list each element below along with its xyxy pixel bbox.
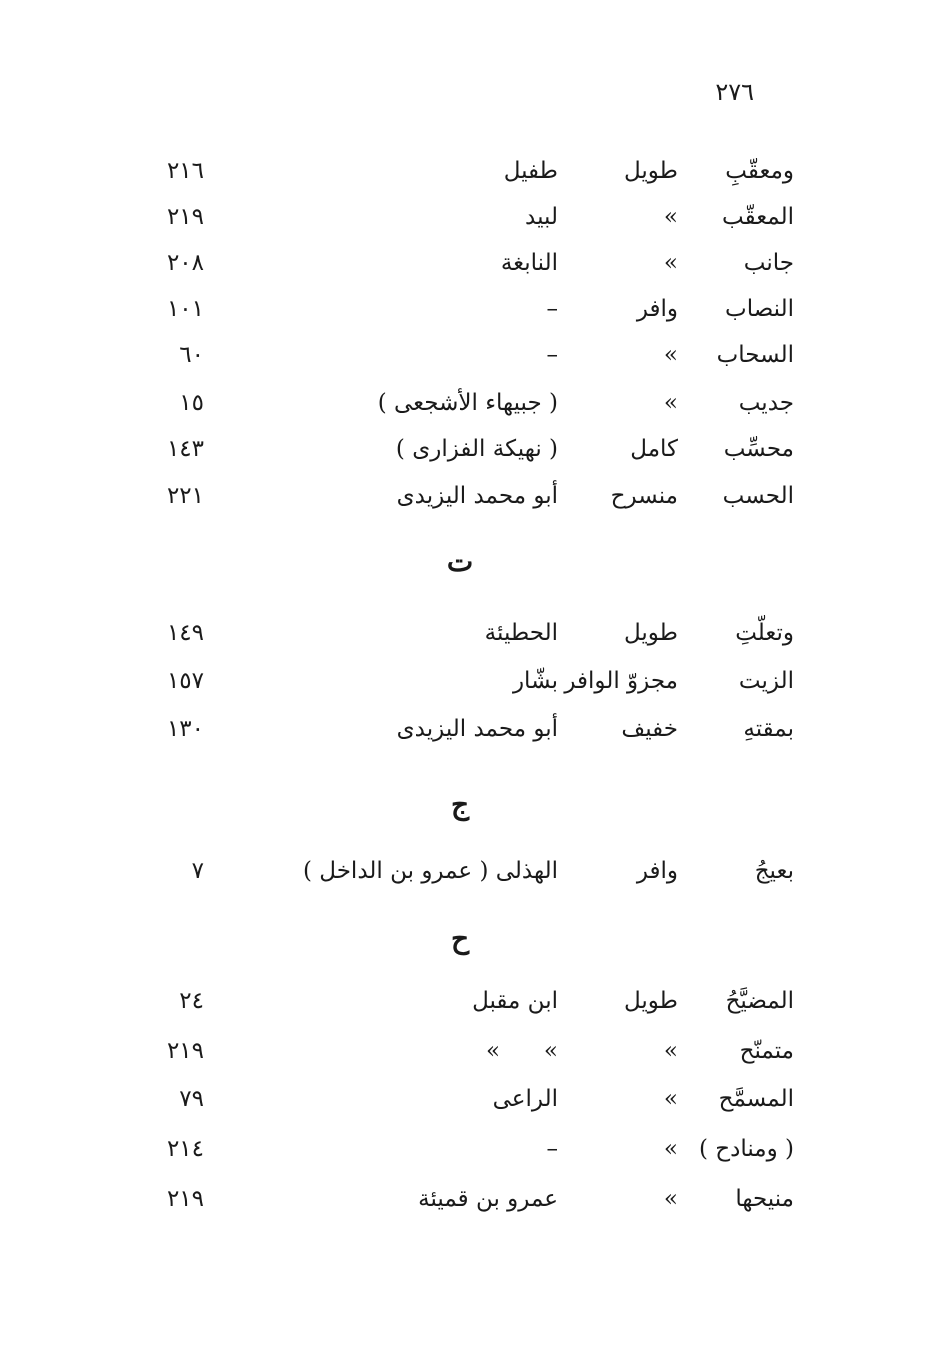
page-ref: ١٥٧	[166, 668, 204, 694]
poet: أبو محمد اليزيدى	[396, 716, 558, 742]
table-row	[0, 1028, 940, 1074]
page-ref: ٢٢١	[166, 483, 204, 509]
page-ref: ٢٤	[179, 988, 204, 1014]
meter: وافر	[636, 858, 678, 884]
page-ref: ٢١٩	[166, 1186, 204, 1212]
meter: خفيف	[621, 716, 678, 742]
meter: »	[663, 342, 678, 368]
page-ref: ٢١٤	[166, 1136, 204, 1162]
rhyme-word: محسِّب	[723, 436, 794, 462]
rhyme-word: ( ومنادح )	[698, 1136, 794, 1162]
rhyme-word: المضيَّحُ	[725, 988, 794, 1014]
table-row	[0, 1076, 940, 1122]
poet: ابن مقبل	[472, 988, 558, 1014]
poet: –	[546, 1136, 558, 1162]
table-row	[0, 240, 940, 286]
poet: عمرو بن قميئة	[418, 1186, 558, 1212]
rhyme-word: جانب	[743, 250, 794, 276]
table-row	[0, 1126, 940, 1172]
poet: الراعى	[492, 1086, 558, 1112]
page-ref: ٢٠٨	[166, 250, 204, 276]
table-row	[0, 332, 940, 378]
section-letter-heading: ح	[450, 922, 470, 955]
rhyme-word: السحاب	[716, 342, 794, 368]
section-letter-heading: ج	[450, 788, 470, 821]
page-ref: ٢١٩	[166, 1038, 204, 1064]
poet: » »	[485, 1038, 558, 1064]
rhyme-word: المعقّب	[721, 204, 794, 230]
rhyme-word: الزيت	[738, 668, 794, 694]
meter: »	[663, 390, 678, 416]
page-ref: ٢١٦	[166, 158, 204, 184]
page-ref: ١٠١	[166, 296, 204, 322]
rhyme-word: منيحها	[735, 1186, 794, 1212]
table-row	[0, 706, 940, 752]
table-row	[0, 1176, 940, 1222]
poet: بشّار	[512, 668, 558, 694]
meter: »	[663, 1086, 678, 1112]
table-row	[0, 426, 940, 472]
poet: لبيد	[525, 204, 558, 230]
meter: كامل	[630, 436, 678, 462]
table-row	[0, 848, 940, 894]
rhyme-word: النصاب	[725, 296, 794, 322]
poet: ( نهيكة الفزارى )	[395, 436, 558, 462]
meter: »	[663, 204, 678, 230]
page-ref: ٦٠	[179, 342, 204, 368]
table-row	[0, 473, 940, 519]
page-ref: ٧	[191, 858, 204, 884]
meter: »	[663, 1136, 678, 1162]
rhyme-word: الحسب	[722, 483, 794, 509]
meter: »	[663, 1038, 678, 1064]
poet: –	[546, 296, 558, 322]
poet: النابغة	[500, 250, 558, 276]
poet: أبو محمد اليزيدى	[396, 483, 558, 509]
poet: –	[546, 342, 558, 368]
meter: طويل	[623, 158, 678, 184]
table-row	[0, 148, 940, 194]
rhyme-word: متمنّح	[739, 1038, 794, 1064]
page-ref: ١٥	[179, 390, 204, 416]
page-ref: ١٣٠	[166, 716, 204, 742]
meter: طويل	[623, 620, 678, 646]
rhyme-word: ومعقّبِ	[725, 158, 794, 184]
rhyme-word: بعيجُ	[754, 858, 794, 884]
meter: وافر	[636, 296, 678, 322]
rhyme-word: بمقتهِ	[743, 716, 794, 742]
page-number: ٢٧٦	[715, 78, 754, 106]
page-ref: ١٤٩	[166, 620, 204, 646]
table-row	[0, 978, 940, 1024]
poet: الهذلى ( عمرو بن الداخل )	[303, 858, 558, 884]
meter: منسرح	[610, 483, 678, 509]
table-row	[0, 194, 940, 240]
page-ref: ٧٩	[179, 1086, 204, 1112]
page-ref: ١٤٣	[166, 436, 204, 462]
poet: طفيل	[503, 158, 558, 184]
table-row	[0, 658, 940, 704]
table-row	[0, 380, 940, 426]
section-letter-heading: ت	[446, 545, 474, 578]
rhyme-word: جديب	[738, 390, 794, 416]
rhyme-word: المسمَّح	[718, 1086, 794, 1112]
meter: طويل	[623, 988, 678, 1014]
meter: »	[663, 1186, 678, 1212]
meter: مجزوّ الوافر	[564, 668, 678, 694]
poet: الحطيئة	[484, 620, 558, 646]
table-row	[0, 610, 940, 656]
rhyme-word: وتعلّتِ	[735, 620, 794, 646]
poet: ( جبيهاء الأشجعى )	[377, 390, 558, 416]
table-row	[0, 286, 940, 332]
meter: »	[663, 250, 678, 276]
page-ref: ٢١٩	[166, 204, 204, 230]
